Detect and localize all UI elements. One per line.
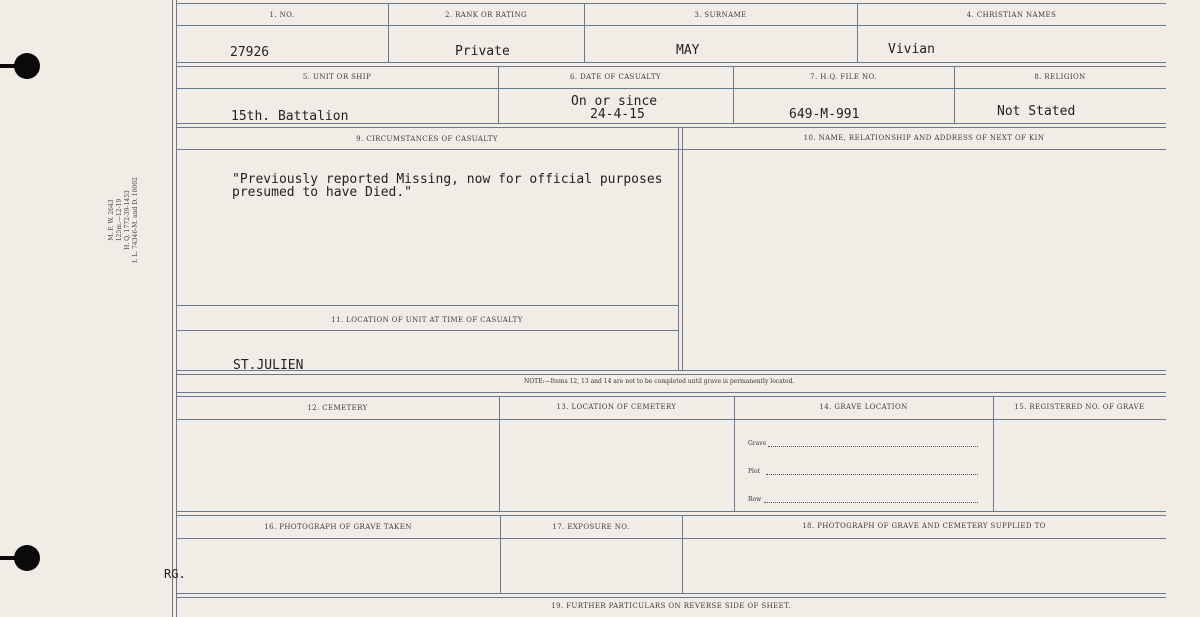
header-cemetery-location: 13. LOCATION OF CEMETERY (556, 403, 677, 411)
header-circumstances: 9. CIRCUMSTANCES OF CASUALTY (356, 135, 498, 143)
header-religion: 8. RELIGION (1034, 73, 1086, 81)
rank-value: Private (455, 44, 510, 59)
location-unit-value: ST.JULIEN (233, 358, 304, 373)
header-cemetery: 12. CEMETERY (307, 404, 368, 412)
header-surname: 3. SURNAME (694, 11, 747, 19)
header-exposure: 17. EXPOSURE NO. (552, 523, 630, 531)
date-line-1: On or since (571, 94, 658, 109)
header-date: 6. DATE OF CASUALTY (570, 73, 661, 81)
form-code: H. Q. 1772-39-1453 (124, 190, 131, 250)
header-no: 1. NO. (269, 11, 295, 19)
header-unit: 5. UNIT OR SHIP (302, 73, 372, 81)
header-grave-location: 14. GRAVE LOCATION (819, 403, 908, 411)
header-file: 7. H.Q. FILE NO. (810, 73, 877, 81)
circumstances-line-1: "Previously reported Missing, now for official purposes (232, 172, 663, 187)
surname-value: MAY (676, 43, 700, 58)
header-rank: 2. RANK OR RATING (445, 11, 527, 19)
form-note: NOTE:—Items 12, 13 and 14 are not to be completed until grave is permanently located. (524, 378, 795, 385)
grave-label: Grave (748, 440, 767, 447)
unit-value: 15th. Battalion (231, 109, 349, 124)
date-line-2: 24-4-15 (590, 107, 645, 122)
header-next-of-kin: 10. NAME, RELATIONSHIP AND ADDRESS OF NEXT OF KIN (803, 134, 1045, 142)
row-label: Row (748, 496, 762, 503)
plot-label: Plot (748, 468, 760, 475)
punch-peg-top (0, 64, 20, 68)
form-left-border (172, 0, 173, 617)
header-christian-names: 4. CHRISTIAN NAMES (966, 11, 1057, 19)
header-photo-supplied: 18. PHOTOGRAPH OF GRAVE AND CEMETERY SUPPLIED TO (802, 522, 1046, 530)
header-further-particulars: 19. FURTHER PARTICULARS ON REVERSE SIDE OF SHEET. (551, 602, 791, 610)
christian-names-value: Vivian (888, 42, 935, 57)
circumstances-line-2: presumed to have Died." (232, 185, 413, 200)
form-code: I. L. 74346-M. and D. 10002 (132, 177, 139, 263)
header-photo-taken: 16. PHOTOGRAPH OF GRAVE TAKEN (264, 523, 412, 531)
header-location-unit: 11. LOCATION OF UNIT AT TIME OF CASUALTY (331, 316, 523, 324)
punch-peg-bottom (0, 556, 20, 560)
religion-value: Not Stated (997, 104, 1076, 119)
header-registered-no: 15. REGISTERED NO. OF GRAVE (1014, 403, 1145, 411)
rg-mark: RG. (164, 567, 186, 581)
form-code: M. F. W. 2643 (108, 199, 115, 241)
file-value: 649-M-991 (789, 107, 860, 122)
service-number: 27926 (230, 45, 270, 60)
form-code: 125m.—12-19 (116, 198, 123, 242)
form-codes (108, 170, 140, 270)
